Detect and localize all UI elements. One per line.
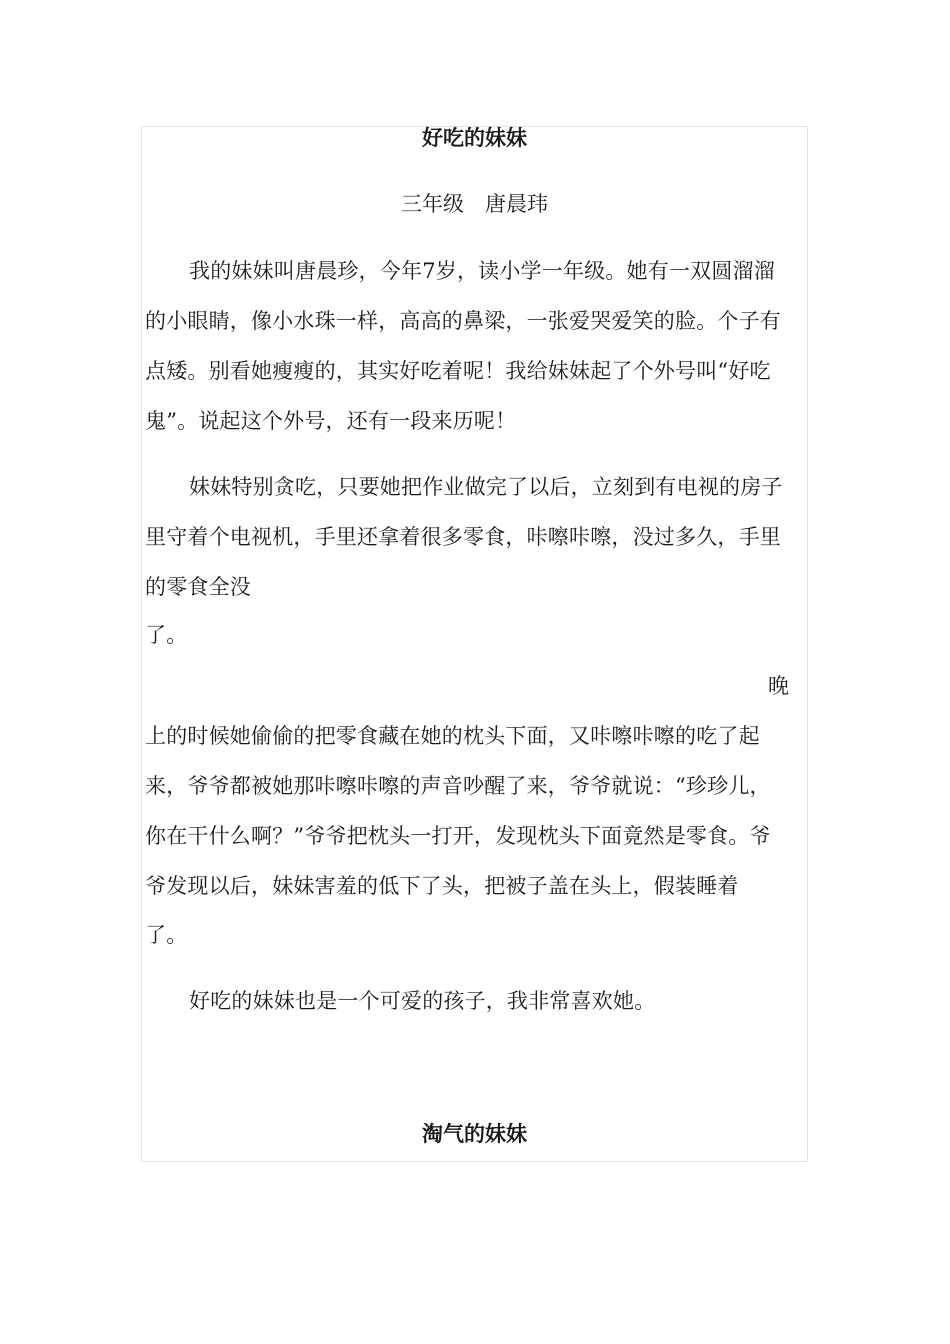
paragraph-3-line-1: 上的时候她偷偷的把零食藏在她的枕头下面，又咔嚓咔嚓的吃了起	[145, 724, 760, 748]
paragraph-3-line-3: 你在干什么啊？”爷爷把枕头一打开，发现枕头下面竟然是零食。爷	[145, 824, 771, 848]
paragraph-1-line-1: 我的妹妹叫唐晨珍，今年7岁，读小学一年级。她有一双圆溜溜	[189, 259, 775, 283]
paragraph-1-line-3: 点矮。别看她瘦瘦的，其实好吃着呢！我给妹妹起了个外号叫“好吃	[145, 359, 771, 383]
essay-byline: 三年级 唐晨玮	[401, 192, 548, 216]
paragraph-2-line-4: 了。	[145, 623, 188, 647]
paragraph-3-line-5: 了。	[145, 923, 188, 947]
paragraph-4-line-1: 好吃的妹妹也是一个可爱的孩子，我非常喜欢她。	[189, 989, 656, 1013]
next-essay-title: 淘气的妹妹	[422, 1121, 527, 1146]
paragraph-1-line-4: 鬼”。说起这个外号，还有一段来历呢！	[145, 409, 517, 433]
paragraph-3-line-2: 来，爷爷都被她那咔嚓咔嚓的声音吵醒了来，爷爷就说：“珍珍儿，	[145, 774, 771, 798]
paragraph-2-line-3: 的零食全没	[145, 575, 251, 599]
paragraph-3-line-4: 爷发现以后，妹妹害羞的低下了头，把被子盖在头上，假装睡着	[145, 874, 739, 898]
paragraph-1-line-2: 的小眼睛，像小水珠一样，高高的鼻梁，一张爱哭爱笑的脸。个子有	[145, 309, 781, 333]
paragraph-2-line-2: 里守着个电视机，手里还拿着很多零食，咔嚓咔嚓，没过多久，手里	[145, 525, 781, 549]
paragraph-2-line-1: 妹妹特别贪吃，只要她把作业做完了以后，立刻到有电视的房子	[189, 475, 783, 499]
essay-title: 好吃的妹妹	[422, 125, 527, 150]
paragraph-3-start: 晚	[768, 674, 790, 698]
